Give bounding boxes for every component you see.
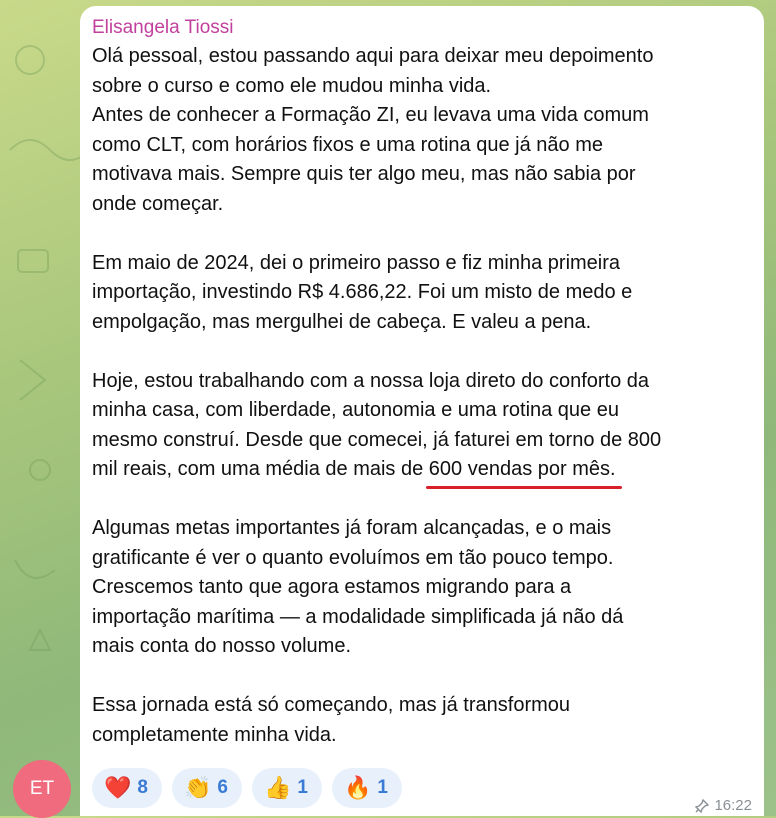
- clapping-hands-icon: 👏: [183, 775, 212, 800]
- reaction-count: 1: [377, 777, 388, 798]
- avatar-initials: ET: [29, 778, 55, 799]
- message-paragraph-text: Hoje, estou trabalhando com a nossa loja direto do conforto da minha casa, com liberdade, autonomia e uma rotina que eu mesmo construí. Desde que comecei, já faturei em torno de 800 mil reais, com uma média de mais de: [92, 369, 662, 480]
- highlighted-text: 600 vendas por mês.: [429, 455, 616, 485]
- heart-icon: ❤️: [104, 775, 132, 800]
- message-paragraph: Em maio de 2024, dei o primeiro passo e fiz minha primeira importação, investindo R$ 4.686,22. Foi um misto de medo e empolgação, mas mergulhei de cabeça. E valeu a pena.: [92, 251, 633, 333]
- fire-icon: 🔥: [343, 775, 372, 800]
- sender-name[interactable]: Elisangela Tiossi: [92, 17, 234, 38]
- message-bubble: [80, 6, 764, 816]
- reaction-clap[interactable]: [172, 768, 242, 808]
- message-meta: [695, 797, 752, 814]
- background-doodles: [0, 0, 80, 816]
- reaction-fire[interactable]: [332, 768, 402, 808]
- avatar[interactable]: [13, 760, 71, 818]
- reaction-thumbs-up[interactable]: [252, 768, 322, 808]
- message-time: 16:22: [714, 797, 752, 814]
- message-paragraph: Essa jornada está só começando, mas já transformou completamente minha vida.: [92, 694, 571, 746]
- message-paragraph: Olá pessoal, estou passando aqui para deixar meu depoimento sobre o curso e como ele mudou minha vida. Antes de conhecer a Formação ZI, eu levava uma vida comum como CLT, com horários fixos e uma rotina que já não me motivava mais. Sempre quis ter algo meu, mas não sabia por onde começar.: [92, 45, 654, 215]
- message-paragraph: [92, 367, 746, 485]
- thumbs-up-icon: 👍: [263, 775, 292, 800]
- reaction-count: 1: [297, 777, 308, 798]
- reaction-count: 6: [217, 777, 228, 798]
- pin-icon: [695, 799, 709, 813]
- reaction-heart[interactable]: [92, 768, 162, 808]
- message-paragraph: Algumas metas importantes já foram alcançadas, e o mais gratificante é ver o quanto evoluímos em tão pouco tempo. Crescemos tanto que agora estamos migrando para a importação marítima — a modalidade simplificada já não dá mais conta do nosso volume.: [92, 517, 624, 657]
- reactions-bar: [92, 768, 402, 808]
- reaction-count: 8: [137, 777, 148, 798]
